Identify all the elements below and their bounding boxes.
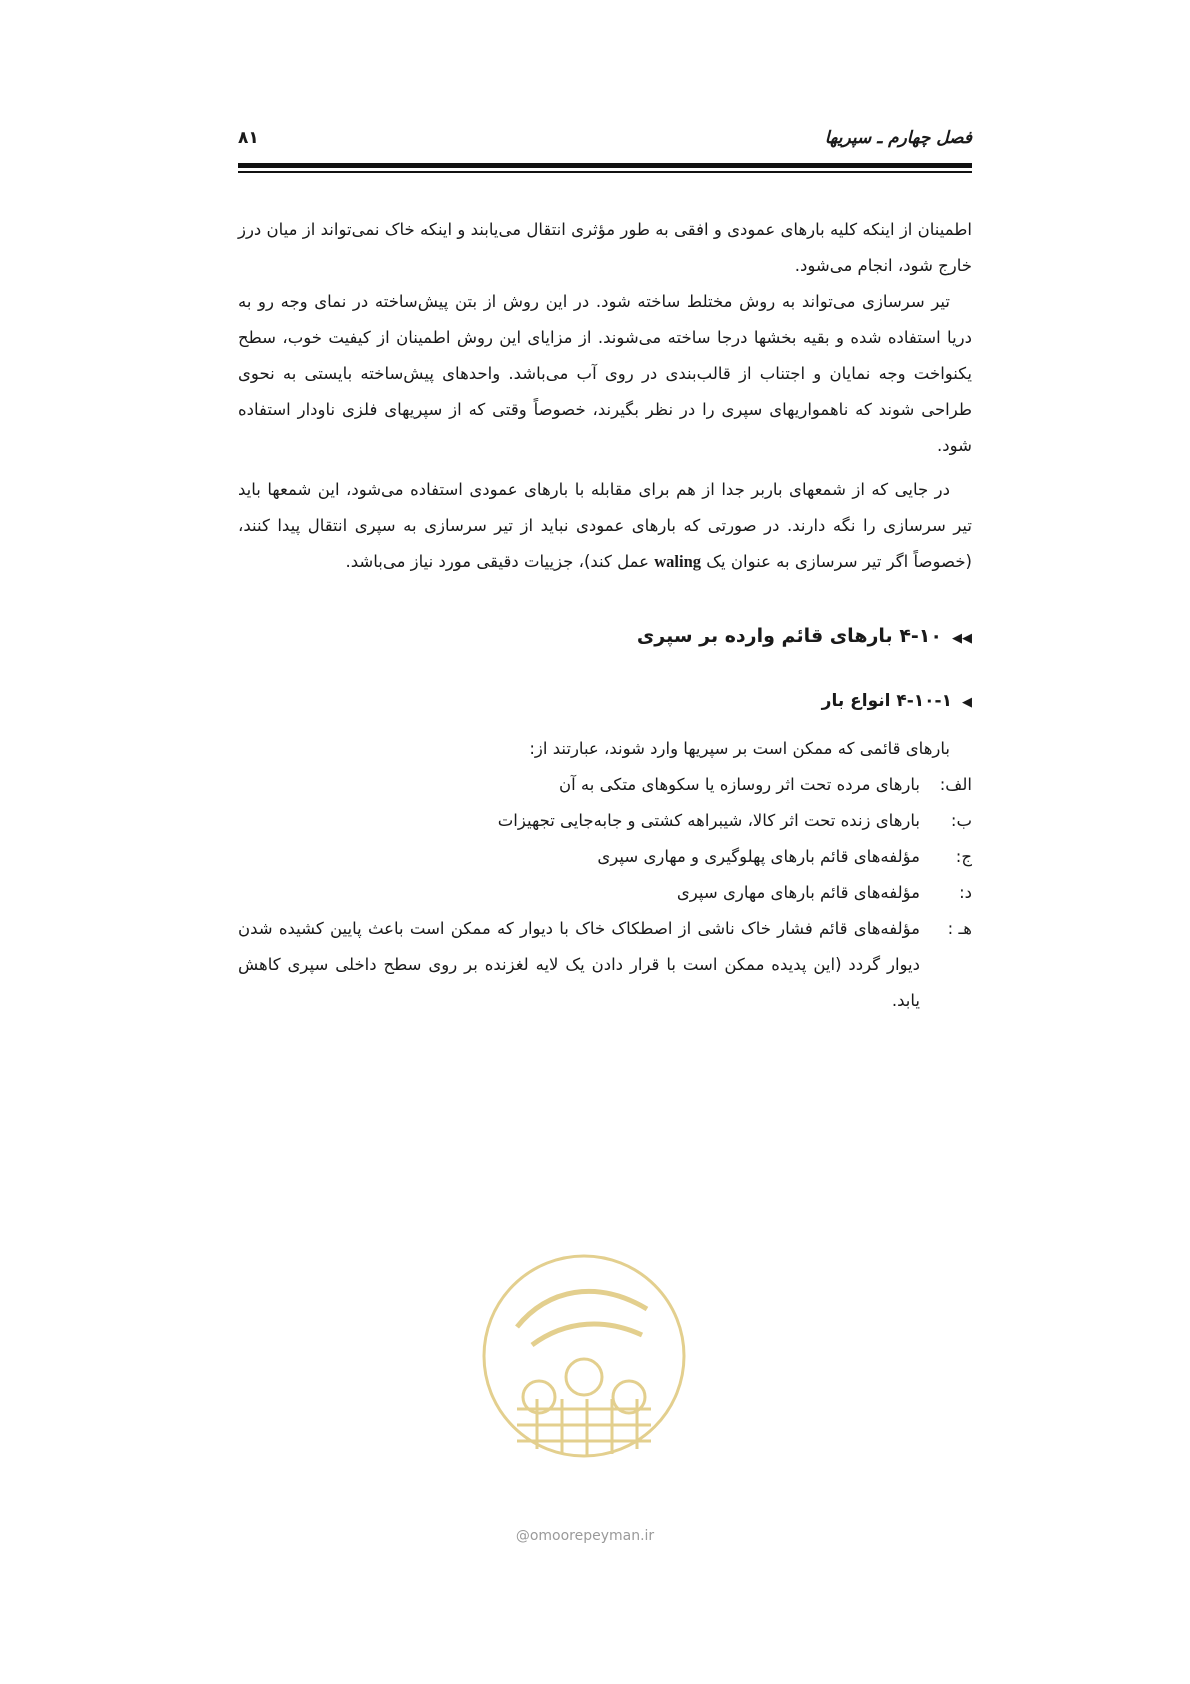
item-text: مؤلفه‌های قائم بارهای پهلوگیری و مهاری سپری — [597, 847, 920, 866]
item-text: مؤلفه‌های قائم فشار خاک ناشی از اصطکاک خاک با دیوار که ممکن است باعث پایین کشیده شدن دیوار گردد (این پدیده ممکن است با قرار دادن یک لایه لغزنده بر روی سطح داخلی سپری کاهش یابد. — [238, 919, 920, 1010]
loads-intro: بارهای قائمی که ممکن است بر سپریها وارد شوند، عبارتند از: — [529, 739, 950, 758]
list-item — [238, 911, 972, 1019]
item-text: بارهای مرده تحت اثر روسازه یا سکوهای متکی به آن — [558, 775, 920, 794]
header-rule-thin — [238, 171, 972, 173]
list-item — [238, 875, 972, 911]
item-label: هـ : — [947, 919, 972, 938]
item-label: الف: — [939, 775, 972, 794]
item-text: مؤلفه‌های قائم بارهای مهاری سپری — [676, 883, 920, 902]
item-text: بارهای زنده تحت اثر کالا، شیبراهه کشتی و جابه‌جایی تجهیزات — [497, 811, 920, 830]
paragraph-3 — [238, 472, 972, 580]
logo-gear-center — [566, 1359, 602, 1395]
list-item — [238, 767, 972, 803]
logo-grid — [517, 1399, 651, 1456]
section-title: ۴-۱۰ بارهای قائم وارده بر سپری — [636, 625, 942, 647]
term-waling: waling — [654, 552, 702, 571]
paragraph-3-text-b: عمل کند)، جزییات دقیقی مورد نیاز می‌باشد. — [345, 552, 650, 571]
watermark-site: @omoorepeyman.ir — [515, 1528, 655, 1544]
double-arrow-icon: ◀◀ — [952, 631, 972, 646]
section-heading — [238, 618, 972, 657]
paragraph-3-text-a: در جایی که از شمعهای باربر جدا از هم برای مقابله با بارهای عمودی استفاده می‌شود، این شمعها باید تیر سرسازی را نگه دارند. در صورتی که بارهای عمودی نباید از تیر سرسازی به سپری انتقال پیدا کنند، (خصوصاً اگر تیر سرسازی به عنوان یک — [238, 480, 972, 571]
list-item — [238, 803, 972, 839]
item-label: ج: — [955, 847, 972, 866]
paragraph-1: اطمینان از اینکه کلیه بارهای عمودی و افقی به طور مؤثری انتقال می‌یابند و اینکه خاک نمی‌تواند از میان درز خارج شود، انجام می‌شود. — [238, 220, 972, 275]
list-item — [238, 839, 972, 875]
page-body — [238, 212, 972, 1019]
item-label: ب: — [950, 811, 972, 830]
chapter-title: فصل چهارم ـ سپریها — [824, 128, 972, 148]
paragraph-2: تیر سرسازی می‌تواند به روش مختلط ساخته شود. در این روش از بتن پیش‌ساخته در نمای وجه رو به دریا استفاده شده و بقیه بخشها درجا ساخته می‌شوند. از مزایای این روش اطمینان از کیفیت خوب، سطح یکنواخت وجه نمایان و اجتناب از قالب‌بندی در روی آب می‌باشد. واحدهای پیش‌ساخته بایستی به نحوی طراحی شوند که ناهمواریهای سپری را در نظر بگیرند، خصوصاً وقتی که از سپریهای فلزی ناودار استفاده شود. — [238, 292, 972, 455]
page-header — [238, 128, 972, 156]
header-rule-thick — [238, 163, 972, 168]
subsection-title: ۴-۱۰-۱ انواع بار — [821, 691, 952, 711]
item-label: د: — [959, 883, 972, 902]
arrow-icon: ◀ — [962, 695, 972, 710]
loads-list — [238, 767, 972, 1019]
subsection-heading — [238, 683, 972, 721]
watermark-logo — [477, 1249, 691, 1463]
paragraph-gap — [238, 464, 972, 472]
logo-calligraphy — [517, 1291, 647, 1345]
page-number: ۸۱ — [238, 128, 259, 148]
